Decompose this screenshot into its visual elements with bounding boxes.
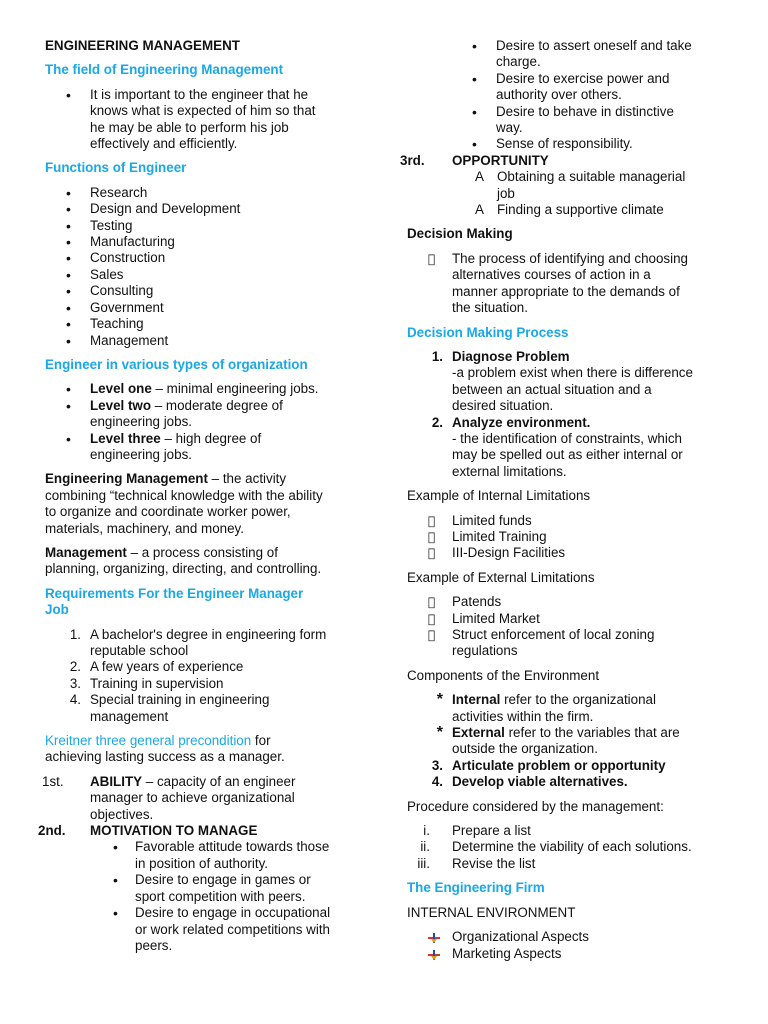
bullet-icon	[66, 250, 86, 267]
star-icon: *	[436, 724, 443, 742]
box-bullet-icon	[428, 513, 448, 529]
list-item: 1. A bachelor's degree in engineering form reputable school	[69, 626, 327, 658]
right-column	[400, 38, 729, 962]
functions-list	[45, 185, 363, 349]
kreitner-link: Kreitner three general precondition	[45, 733, 252, 749]
decision-steps-list	[407, 349, 729, 480]
list-item: • Research	[45, 185, 363, 201]
bullet-icon	[66, 431, 86, 448]
section-heading-decision-process: Decision Making Process	[407, 324, 569, 340]
list-item: 2. A few years of experience	[69, 659, 244, 675]
section-heading-field: The field of Engineering Management	[45, 62, 284, 78]
section-heading-organization: Engineer in various types of organization	[45, 356, 308, 372]
bullet-icon	[66, 267, 86, 284]
bullet-icon	[66, 185, 86, 202]
bullet-icon	[66, 316, 86, 333]
bullet-icon	[66, 283, 86, 300]
bullet-icon	[66, 234, 86, 251]
arrow-bullet-icon	[428, 933, 440, 943]
list-item: • Sales	[45, 267, 363, 283]
bullet-icon	[66, 87, 86, 104]
document-title: ENGINEERING MANAGEMENT	[45, 38, 240, 53]
paragraph-management: Management – a process consisting of planning, organizing, directing, and controlling.	[45, 544, 322, 577]
bullet-icon	[113, 905, 118, 922]
list-item: i. Prepare a list	[423, 823, 531, 839]
paragraph-kreitner: Kreitner three general precondition for achieving lasting success as a manager.	[45, 733, 285, 765]
list-item: • Manufacturing	[45, 234, 363, 250]
list-item: 3. Articulate problem or opportunity	[431, 757, 666, 773]
list-item: A Finding a supportive climate	[475, 202, 664, 218]
bullet-icon	[113, 872, 118, 889]
list-item: • Sense of responsibility.	[451, 136, 729, 152]
list-item: III-Design Facilities	[407, 545, 729, 561]
list-item: • Desire to engage in occupational or work related competitions with peers.	[45, 905, 363, 954]
bullet-icon	[472, 104, 492, 121]
list-item: Patends	[407, 594, 729, 610]
bullet-icon	[66, 201, 86, 218]
list-item: • Level three – high degree of engineering jobs.	[45, 431, 363, 464]
paragraph-engineering-management: Engineering Management – the activity combining “technical knowledge with the ability to organize and coordinate worker power, materials, machinery, and money.	[45, 471, 323, 536]
list-item: • Testing	[45, 218, 363, 234]
list-item: 4. Develop viable alternatives.	[431, 774, 628, 790]
left-column	[38, 38, 363, 954]
list-item: • Consulting	[45, 283, 363, 299]
list-item: • Level one – minimal engineering jobs.	[45, 381, 363, 397]
box-bullet-icon	[428, 251, 435, 267]
box-bullet-icon	[428, 611, 448, 627]
procedure-heading: Procedure considered by the management:	[407, 798, 664, 814]
list-item: • Level two – moderate degree of engineering jobs.	[45, 398, 363, 431]
motivation-list-continued	[407, 38, 729, 153]
environment-list	[407, 929, 729, 962]
list-item: Limited funds	[407, 513, 729, 529]
list-item: Marketing Aspects	[407, 946, 729, 962]
box-bullet-icon	[428, 627, 448, 643]
box-bullet-icon	[428, 594, 448, 610]
components-heading: Components of the Environment	[407, 667, 600, 683]
bullet-icon	[66, 300, 86, 317]
bullet-icon	[66, 398, 86, 415]
list-item: • Desire to assert oneself and take charge.	[451, 38, 729, 71]
list-item: iii. Revise the list	[417, 855, 536, 871]
box-bullet-icon	[428, 529, 448, 545]
list-item: A Obtaining a suitable managerial job	[475, 169, 686, 201]
list-item: ii. Determine the viability of each solutions.	[420, 839, 692, 855]
star-icon: *	[436, 691, 443, 709]
box-bullet-icon	[428, 545, 448, 561]
opportunity-list	[407, 169, 729, 218]
list-item: • It is important to the engineer that he knows what is expected of him so that he may be able to perform his job effectively and efficiently.	[45, 87, 363, 153]
external-limitations-heading: Example of External Limitations	[407, 569, 595, 585]
section-heading-engineering-firm: The Engineering Firm	[407, 880, 545, 896]
procedure-list	[407, 823, 729, 872]
motivation-list	[45, 839, 363, 954]
internal-environment-heading: INTERNAL ENVIRONMENT	[407, 904, 576, 920]
list-item: Limited Market	[407, 611, 729, 627]
decision-making-definition: The process of identifying and choosing alternatives courses of action in a manner appropriate to the demands of the situation.	[407, 251, 729, 317]
field-list	[45, 87, 363, 153]
bullet-icon	[472, 38, 492, 55]
components-list	[407, 692, 729, 790]
list-item: • Construction	[45, 250, 363, 266]
list-item: * Internal refer to the organizational activities within the firm.	[407, 692, 729, 725]
heading-decision-making: Decision Making	[407, 226, 513, 242]
list-item: Struct enforcement of local zoning regulations	[407, 627, 729, 660]
precondition-opportunity: 3rd. OPPORTUNITY	[400, 152, 549, 168]
list-item: Organizational Aspects	[407, 929, 729, 945]
precondition-ability: 1st. ABILITY – capacity of an engineer manager to achieve organizational objectives.	[42, 773, 296, 822]
internal-limitations-list	[407, 513, 729, 562]
list-item: 2. Analyze environment. - the identification of constraints, which may be spelled out as either internal or external limitations.	[431, 414, 683, 479]
list-item: 1. Diagnose Problem -a problem exist when there is difference between an actual situation and a desired situation.	[431, 348, 693, 414]
list-item: * External refer to the variables that are outside the organization.	[407, 725, 729, 758]
requirements-list	[45, 627, 363, 725]
bullet-icon	[66, 381, 86, 398]
arrow-bullet-icon	[428, 950, 440, 960]
levels-list	[45, 381, 363, 463]
list-item: 4. Special training in engineering management	[69, 692, 270, 724]
bullet-icon	[66, 333, 86, 350]
precondition-motivation: 2nd. MOTIVATION TO MANAGE	[38, 823, 258, 839]
internal-limitations-heading: Example of Internal Limitations	[407, 488, 591, 504]
list-item: • Government	[45, 300, 363, 316]
list-item: • Desire to exercise power and authority over others.	[451, 71, 729, 104]
list-item: • Management	[45, 333, 363, 349]
list-item: • Desire to engage in games or sport competition with peers.	[45, 872, 363, 905]
bullet-icon	[113, 839, 118, 856]
bullet-icon	[66, 218, 86, 235]
list-item: • Teaching	[45, 316, 363, 332]
list-item: • Design and Development	[45, 201, 363, 217]
list-item: • Favorable attitude towards those in position of authority.	[45, 839, 363, 872]
external-limitations-list	[407, 594, 729, 660]
list-item: Limited Training	[407, 529, 729, 545]
section-heading-requirements: Requirements For the Engineer Manager Job	[45, 585, 304, 618]
bullet-icon	[472, 136, 492, 153]
list-item: • Desire to behave in distinctive way.	[451, 104, 729, 137]
bullet-icon	[472, 71, 492, 88]
list-item: 3. Training in supervision	[69, 675, 224, 691]
section-heading-functions: Functions of Engineer	[45, 160, 187, 176]
